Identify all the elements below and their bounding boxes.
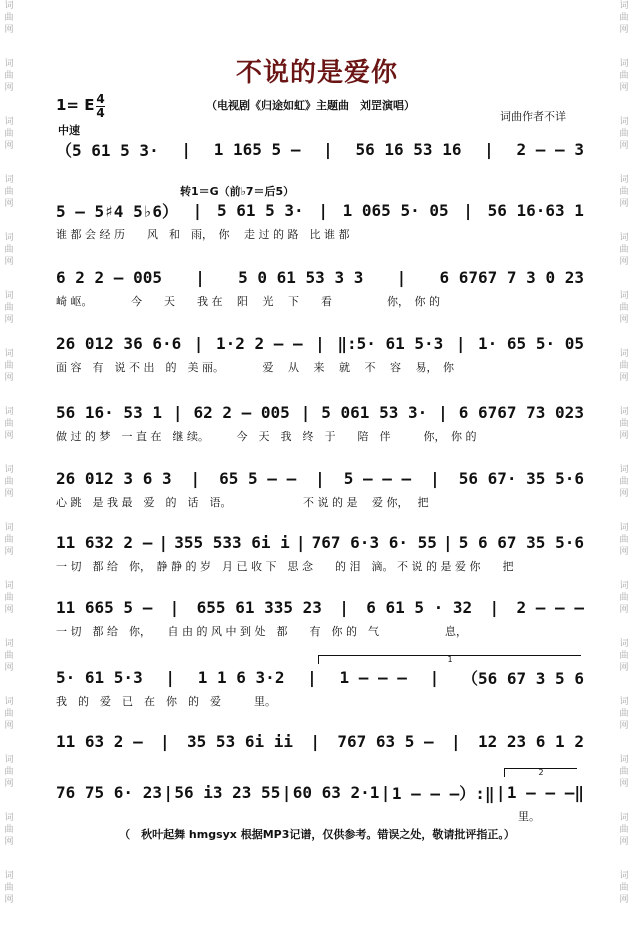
watermark-glyph: 网 <box>4 779 14 789</box>
measure: 56 16· 53 1 <box>56 402 162 422</box>
measure: ‖:5· 61 5·3 <box>337 333 444 353</box>
bar-line: | <box>396 267 407 287</box>
watermark-group <box>616 0 632 36</box>
watermark-glyph: 曲 <box>619 477 629 487</box>
watermark-glyph: 网 <box>619 663 629 673</box>
watermark-glyph: 网 <box>619 431 629 441</box>
measure: 1 165 5 – <box>213 139 301 159</box>
song-title: 不说的是爱你 <box>235 58 398 88</box>
score-system <box>56 596 584 646</box>
watermark-glyph: 曲 <box>619 651 629 661</box>
watermark-group <box>616 522 632 558</box>
measure: 767 63 5 – <box>337 731 434 751</box>
watermark-glyph: 词 <box>4 813 14 823</box>
lyrics-line: 里。 <box>56 810 540 823</box>
watermark-glyph: 词 <box>619 813 629 823</box>
notation-line <box>56 199 584 221</box>
watermark-glyph: 曲 <box>619 303 629 313</box>
measure: （5 61 5 3· <box>56 140 159 160</box>
bar-line: | <box>380 782 391 802</box>
measure: 11 665 5 – <box>56 597 153 617</box>
watermark-glyph: 词 <box>4 291 14 301</box>
watermark-group <box>1 232 17 268</box>
watermark-glyph: 曲 <box>4 825 14 835</box>
notation-line <box>56 138 584 160</box>
bar-line: | <box>315 468 325 488</box>
bar-line: | <box>310 731 320 751</box>
notation-line <box>56 332 584 354</box>
watermark-group <box>1 0 17 36</box>
measure: 5 – – – <box>343 468 412 488</box>
measure: 6 6767 7 3 0 23 <box>439 267 584 287</box>
measure: 655 61 335 23 <box>196 597 322 617</box>
bar-line: | <box>451 731 461 751</box>
watermark-glyph: 网 <box>619 199 629 209</box>
watermark-glyph: 词 <box>619 697 629 707</box>
watermark-glyph: 词 <box>4 407 14 417</box>
watermark-glyph: 词 <box>4 639 14 649</box>
bar-line: | <box>484 139 494 159</box>
watermark-glyph: 词 <box>4 697 14 707</box>
bar-line: | <box>495 782 506 802</box>
tempo-marking: 中速 <box>58 124 80 137</box>
watermark-glyph: 曲 <box>619 245 629 255</box>
bar-line: | <box>193 333 204 353</box>
lyrics-line: 我 的 爱 已 在 你 的 爱 里。 <box>56 695 276 708</box>
watermark-glyph: 词 <box>4 465 14 475</box>
measure: 2 – – – <box>516 597 584 617</box>
watermark-glyph: 网 <box>619 83 629 93</box>
watermark-glyph: 词 <box>4 117 14 127</box>
watermark-glyph: 网 <box>619 721 629 731</box>
watermark-glyph: 曲 <box>4 593 14 603</box>
watermark-glyph: 词 <box>4 349 14 359</box>
bar-line: | <box>158 532 169 552</box>
watermark-glyph: 词 <box>619 233 629 243</box>
watermark-glyph: 网 <box>4 199 14 209</box>
watermark-glyph: 曲 <box>4 245 14 255</box>
watermark-glyph: 网 <box>4 547 14 557</box>
watermark-glyph: 网 <box>4 663 14 673</box>
measure: 5 0 61 53 3 3 <box>238 267 364 287</box>
bar-line: | <box>318 200 328 220</box>
measure: 26 012 36 6·6 <box>56 333 182 353</box>
watermark-glyph: 网 <box>4 489 14 499</box>
score-system <box>56 199 584 249</box>
watermark-glyph: 词 <box>619 465 629 475</box>
measure: 56 67· 35 5·6 <box>458 468 584 488</box>
score-system <box>56 332 584 382</box>
notation-line <box>56 401 584 423</box>
measure: 60 63 2·1 <box>292 782 380 802</box>
measure: 5 6 67 35 5·6 <box>458 532 584 552</box>
watermark-group <box>1 870 17 906</box>
lyrics-line: 一 切 都 给 你， 自 由 的 风 中 到 处 都 有 你 的 气 息， <box>56 625 467 638</box>
bar-line: | <box>181 139 192 159</box>
score-system <box>56 531 584 581</box>
watermark-glyph: 网 <box>619 315 629 325</box>
watermark-group <box>616 696 632 732</box>
watermark-glyph: 词 <box>4 175 14 185</box>
watermark-glyph: 曲 <box>4 535 14 545</box>
bar-line: | <box>307 667 317 687</box>
watermark-glyph: 词 <box>619 291 629 301</box>
bar-line: | <box>165 667 176 687</box>
bar-line: | <box>323 139 333 159</box>
bar-line: | <box>429 667 440 687</box>
measure: （56 67 3 5 6 <box>461 668 584 688</box>
watermark-glyph: 网 <box>619 141 629 151</box>
volta-second-ending <box>504 768 577 777</box>
watermark-glyph: 网 <box>4 895 14 905</box>
watermark-glyph: 词 <box>619 349 629 359</box>
watermark-glyph: 词 <box>619 175 629 185</box>
time-signature <box>96 93 105 120</box>
watermark-glyph: 网 <box>619 895 629 905</box>
watermark-glyph: 曲 <box>619 13 629 23</box>
lyrics-line: 谁 都 会 经 历 风 和 雨， 你 走 过 的 路 比 谁 都 <box>56 228 350 241</box>
notation-line <box>56 730 584 752</box>
modulation-note: 转1＝G（前♭7＝后5） <box>180 185 295 198</box>
measure: 1 065 5· 05 <box>342 200 449 220</box>
measure: 26 012 3 6 3 <box>56 468 172 488</box>
watermark-group <box>1 464 17 500</box>
watermark-right <box>616 0 632 936</box>
measure: 5 061 53 3· <box>321 402 428 422</box>
watermark-glyph: 网 <box>619 373 629 383</box>
score-system <box>56 666 584 716</box>
watermark-glyph: 曲 <box>4 709 14 719</box>
watermark-group <box>1 116 17 152</box>
watermark-glyph: 词 <box>4 233 14 243</box>
watermark-glyph: 词 <box>4 581 14 591</box>
watermark-group <box>616 580 632 616</box>
bar-line: | <box>438 402 448 422</box>
watermark-glyph: 曲 <box>4 419 14 429</box>
watermark-glyph: 网 <box>4 83 14 93</box>
notation-line <box>56 266 584 288</box>
measure: 6 2 2 – 005 <box>56 267 162 287</box>
notation-line <box>56 531 584 553</box>
measure: 5 – 5♯4 5♭6） <box>56 201 178 221</box>
watermark-glyph: 曲 <box>619 419 629 429</box>
bar-line: | <box>163 782 173 802</box>
watermark-group <box>616 232 632 268</box>
measure: 6 61 5 · 32 <box>366 597 473 617</box>
lyrics-line: 面 容 有 说 不 出 的 美 丽。 爱 从 来 就 不 容 易， 你 <box>56 361 454 374</box>
measure: 11 632 2 – <box>56 532 153 552</box>
watermark-glyph: 曲 <box>619 71 629 81</box>
score-system <box>56 138 584 188</box>
volta-second-label: 2 <box>538 768 544 777</box>
bar-line: | <box>190 468 201 488</box>
watermark-glyph: 词 <box>619 871 629 881</box>
watermark-glyph: 网 <box>4 837 14 847</box>
watermark-glyph: 词 <box>619 523 629 533</box>
watermark-glyph: 词 <box>619 407 629 417</box>
volta-first-label: 1 <box>447 655 453 664</box>
notation-line <box>56 467 584 489</box>
measure: 767 6·3 6· 55 <box>311 532 437 552</box>
watermark-glyph: 曲 <box>4 477 14 487</box>
watermark-glyph: 网 <box>619 489 629 499</box>
watermark-group <box>1 290 17 326</box>
bar-line: | <box>489 597 500 617</box>
watermark-group <box>1 174 17 210</box>
measure: 2 – – 3 <box>516 139 584 159</box>
watermark-glyph: 词 <box>619 639 629 649</box>
score-system <box>56 266 584 316</box>
subtitle: （电视剧《归途如虹》主题曲 刘罡演唱） <box>206 99 415 112</box>
measure: 12 23 6 1 2 <box>477 731 584 751</box>
bar-line: | <box>300 402 311 422</box>
volta-first-ending <box>318 655 581 664</box>
watermark-group <box>1 348 17 384</box>
watermark-glyph: 网 <box>4 315 14 325</box>
watermark-glyph: 网 <box>4 431 14 441</box>
watermark-glyph: 曲 <box>619 883 629 893</box>
watermark-glyph: 曲 <box>4 13 14 23</box>
watermark-glyph: 曲 <box>4 361 14 371</box>
watermark-glyph: 词 <box>4 871 14 881</box>
watermark-left <box>1 0 17 936</box>
time-numerator: 4 <box>96 92 105 106</box>
watermark-glyph: 曲 <box>4 187 14 197</box>
watermark-glyph: 曲 <box>619 535 629 545</box>
watermark-glyph: 曲 <box>619 593 629 603</box>
score-system <box>56 401 584 451</box>
watermark-glyph: 网 <box>619 257 629 267</box>
watermark-group <box>1 696 17 732</box>
measure: 1·2 2 – – <box>215 333 303 353</box>
watermark-glyph: 曲 <box>4 303 14 313</box>
watermark-glyph: 网 <box>619 837 629 847</box>
time-denominator: 4 <box>96 106 105 120</box>
watermark-glyph: 词 <box>619 755 629 765</box>
measure: 1 – – –）:‖ <box>391 783 495 803</box>
measure: 5· 61 5·3 <box>56 667 143 687</box>
measure: 76 75 6· 23 <box>56 782 162 802</box>
bar-line: | <box>339 597 349 617</box>
bar-line: | <box>430 468 440 488</box>
measure: 1· 65 5· 05 <box>478 333 584 353</box>
watermark-glyph: 曲 <box>4 129 14 139</box>
watermark-glyph: 网 <box>4 25 14 35</box>
watermark-glyph: 网 <box>619 547 629 557</box>
measure: 355 533 6i i <box>174 532 290 552</box>
measure: 1 – – –‖ <box>506 782 584 802</box>
bar-line: | <box>315 333 325 353</box>
watermark-glyph: 曲 <box>4 71 14 81</box>
watermark-glyph: 网 <box>619 779 629 789</box>
lyrics-line: 一 切 都 给 你， 静 静 的 岁 月 已 收 下 思 念 的 泪 滴。 不 说 的 是 爱 你 把 <box>56 560 514 573</box>
watermark-glyph: 网 <box>4 721 14 731</box>
measure: 1 1 6 3·2 <box>197 667 285 687</box>
watermark-glyph: 曲 <box>619 187 629 197</box>
watermark-glyph: 词 <box>4 523 14 533</box>
watermark-glyph: 曲 <box>619 709 629 719</box>
watermark-group <box>616 464 632 500</box>
lyrics-line: 心 跳 是 我 最 爱 的 话 语。 不 说 的 是 爱 你， 把 <box>56 496 429 509</box>
watermark-glyph: 网 <box>4 605 14 615</box>
bar-line: | <box>463 200 473 220</box>
watermark-glyph: 词 <box>619 59 629 69</box>
bar-line: | <box>295 532 306 552</box>
measure: 35 53 6i ii <box>187 731 293 751</box>
watermark-glyph: 曲 <box>4 767 14 777</box>
watermark-group <box>616 754 632 790</box>
measure: 5 61 5 3· <box>216 200 304 220</box>
watermark-glyph: 网 <box>4 257 14 267</box>
measure: 1 – – – <box>339 667 407 687</box>
measure: 11 63 2 – <box>56 731 143 751</box>
watermark-glyph: 词 <box>4 1 14 11</box>
bar-line: | <box>455 333 466 353</box>
bar-line: | <box>169 597 180 617</box>
measure: 56 16·63 1 <box>487 200 584 220</box>
watermark-group <box>1 406 17 442</box>
key-signature: 1= E <box>56 96 95 114</box>
watermark-glyph: 网 <box>619 605 629 615</box>
notation-line <box>56 666 584 688</box>
watermark-glyph: 词 <box>619 581 629 591</box>
footer-note: （ 秋叶起舞 hmgsyx 根据MP3记谱，仅供参考。错误之处，敬请批评指正。） <box>119 828 515 841</box>
lyrics-line: 崎 岖。 今 天 我 在 阳 光 下 看 你， 你 的 <box>56 295 440 308</box>
watermark-glyph: 曲 <box>619 825 629 835</box>
measure: 56 i3 23 55 <box>174 782 281 802</box>
watermark-glyph: 网 <box>4 373 14 383</box>
measure: 6 6767 73 023 <box>458 402 584 422</box>
lyrics-line: 做 过 的 梦 一 直 在 继 续。 今 天 我 终 于 陪 伴 你， 你 的 <box>56 430 477 443</box>
bar-line: | <box>160 731 170 751</box>
watermark-glyph: 词 <box>619 117 629 127</box>
watermark-glyph: 网 <box>619 25 629 35</box>
watermark-glyph: 词 <box>619 1 629 11</box>
watermark-group <box>1 522 17 558</box>
watermark-glyph: 曲 <box>4 651 14 661</box>
bar-line: | <box>195 267 205 287</box>
watermark-glyph: 网 <box>4 141 14 151</box>
watermark-glyph: 词 <box>4 755 14 765</box>
watermark-group <box>1 580 17 616</box>
watermark-glyph: 曲 <box>619 129 629 139</box>
bar-line: | <box>172 402 183 422</box>
notation-line <box>56 781 584 803</box>
watermark-group <box>616 870 632 906</box>
credit: 词曲作者不详 <box>500 110 566 123</box>
watermark-group <box>616 348 632 384</box>
score-system <box>56 781 584 831</box>
watermark-glyph: 曲 <box>4 883 14 893</box>
measure: 56 16 53 16 <box>355 139 462 159</box>
notation-line <box>56 596 584 618</box>
watermark-group <box>616 116 632 152</box>
watermark-group <box>616 638 632 674</box>
score-system <box>56 467 584 517</box>
watermark-glyph: 词 <box>4 59 14 69</box>
bar-line: | <box>442 532 453 552</box>
watermark-group <box>616 290 632 326</box>
watermark-group <box>616 406 632 442</box>
watermark-group <box>1 754 17 790</box>
bar-line: | <box>192 200 203 220</box>
watermark-group <box>616 174 632 210</box>
measure: 62 2 – 005 <box>193 402 290 422</box>
watermark-glyph: 曲 <box>619 361 629 371</box>
bar-line: | <box>281 782 292 802</box>
measure: 65 5 – – <box>219 468 297 488</box>
watermark-glyph: 曲 <box>619 767 629 777</box>
watermark-group <box>1 638 17 674</box>
